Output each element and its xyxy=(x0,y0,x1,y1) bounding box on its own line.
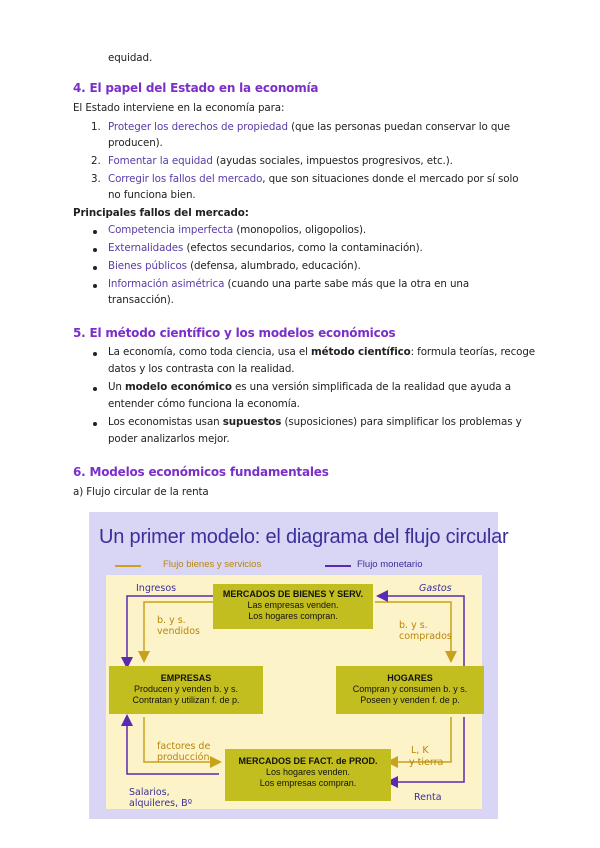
failure-2-link[interactable]: Externalidades xyxy=(108,242,184,254)
failure-1-link[interactable]: Competencia imperfecta xyxy=(108,224,234,236)
households-line2: Poseen y venden f. de p. xyxy=(360,695,460,705)
s5-b1-pre: La economía, como toda ciencia, usa el xyxy=(108,346,312,358)
failure-1-rest: (monopolios, oligopolios). xyxy=(233,224,367,236)
item3-link[interactable]: Corregir los fallos del mercado xyxy=(108,173,263,185)
item3-rest: , que son situaciones donde el mercado por sí solo xyxy=(262,173,519,185)
label-renta: Renta xyxy=(414,792,442,803)
s5-bullet-2 xyxy=(108,380,511,395)
legend-goods-label: Flujo bienes y servicios xyxy=(163,559,262,570)
label-lk-2: y tierra xyxy=(409,757,444,768)
label-salarios-1: Salarios, xyxy=(129,787,170,798)
goods-market-title: MERCADOS DE BIENES Y SERV. xyxy=(222,589,364,599)
s5-bullet-1-cont: datos y los contrasta con la realidad. xyxy=(108,363,295,375)
s5-bullet-2-cont: entender cómo funciona la economía. xyxy=(108,398,300,410)
s5-b2-bold: modelo económico xyxy=(125,381,232,393)
label-ingresos: Ingresos xyxy=(136,583,177,594)
factor-market-line1: Los hogares venden. xyxy=(265,767,351,777)
s5-b3-post: (suposiciones) para simplificar los problemas y xyxy=(281,416,522,428)
section4-heading: 4. El papel del Estado en la economía xyxy=(73,81,319,95)
households-line1: Compran y consumen b. y s. xyxy=(352,684,468,694)
label-bys-vendidos-1: b. y s. xyxy=(157,615,186,626)
factor-market-line2: Los empresas compran. xyxy=(259,778,357,788)
bullet xyxy=(93,284,97,288)
bullet xyxy=(93,248,97,252)
bullet xyxy=(93,230,97,234)
households-title: HOGARES xyxy=(387,673,433,683)
label-salarios-2: alquileres, Bº xyxy=(129,798,193,809)
s5-bullet-3-cont: poder analizarlos mejor. xyxy=(108,433,230,445)
failure-2 xyxy=(108,241,423,256)
failure-4 xyxy=(108,277,469,292)
s5-bullet-1 xyxy=(108,345,535,360)
section6-sub: a) Flujo circular de la renta xyxy=(73,486,209,498)
label-bys-comprados-1: b. y s. xyxy=(399,620,428,631)
item2-link[interactable]: Fomentar la equidad xyxy=(108,155,213,167)
s5-b3-pre: Los economistas usan xyxy=(108,416,223,428)
failure-4-cont: transacción). xyxy=(108,294,174,306)
item2-rest: (ayudas sociales, impuestos progresivos, etc.). xyxy=(212,155,453,167)
item1-link[interactable]: Proteger los derechos de propiedad xyxy=(108,121,288,133)
label-gastos: Gastos xyxy=(419,583,452,594)
s5-b1-post: : formula teorías, recoge xyxy=(410,346,536,358)
failure-1 xyxy=(108,223,366,238)
label-bys-comprados-2: comprados xyxy=(399,631,452,642)
firms-line1: Producen y venden b. y s. xyxy=(133,684,239,694)
item3-text xyxy=(108,172,518,187)
failure-2-rest: (efectos secundarios, como la contaminación). xyxy=(183,242,423,254)
box-households xyxy=(336,666,484,714)
failure-4-rest: (cuando una parte sabe más que la otra en una xyxy=(224,278,470,290)
diagram-title: Un primer modelo: el diagrama del flujo circular xyxy=(99,526,509,548)
section4-intro: El Estado interviene en la economía para: xyxy=(73,102,285,114)
failure-3-rest: (defensa, alumbrado, educación). xyxy=(186,260,361,272)
box-firms xyxy=(109,666,263,714)
item3-cont: no funciona bien. xyxy=(108,189,196,201)
label-lk-1: L, K xyxy=(411,745,429,756)
failure-4-link[interactable]: Información asimétrica xyxy=(108,278,225,290)
label-bys-vendidos-2: vendidos xyxy=(157,626,200,637)
failure-3 xyxy=(108,259,361,274)
bullet xyxy=(93,352,97,356)
goods-market-line2: Los hogares compran. xyxy=(248,611,338,621)
goods-market-line1: Las empresas venden. xyxy=(247,600,339,610)
item2-text xyxy=(108,154,453,169)
firms-title: EMPRESAS xyxy=(160,673,212,683)
s5-b2-post: es una versión simplificada de la realidad que ayuda a xyxy=(231,381,511,393)
item3-number: 3. xyxy=(91,173,101,185)
legend-money-label: Flujo monetario xyxy=(357,559,423,570)
factor-market-title: MERCADOS DE FACT. de PROD. xyxy=(238,756,378,766)
section6-heading: 6. Modelos económicos fundamentales xyxy=(73,465,329,479)
s5-b3-bold: supuestos xyxy=(222,416,282,428)
item1-cont: producen). xyxy=(108,137,163,149)
failure-3-link[interactable]: Bienes públicos xyxy=(108,260,187,272)
label-factores-2: producción xyxy=(157,752,210,763)
item1-text xyxy=(108,120,510,135)
circular-flow-diagram xyxy=(89,512,509,819)
item2-number: 2. xyxy=(91,155,101,167)
item1-number: 1. xyxy=(91,121,101,133)
s5-b2-pre: Un xyxy=(108,381,126,393)
section5-heading: 5. El método científico y los modelos económicos xyxy=(73,326,396,340)
box-factor-market xyxy=(225,749,391,801)
bullet xyxy=(93,387,97,391)
firms-line2: Contratan y utilizan f. de p. xyxy=(132,695,240,705)
box-goods-market xyxy=(213,584,373,629)
bullet xyxy=(93,422,97,426)
s5-bullet-3 xyxy=(108,415,522,430)
s5-b1-bold: método científico xyxy=(311,346,411,358)
failures-title: Principales fallos del mercado: xyxy=(73,207,249,219)
item1-rest: (que las personas puedan conservar lo que xyxy=(287,121,510,133)
label-factores-1: factores de xyxy=(157,741,211,752)
top-line: equidad. xyxy=(108,52,153,64)
bullet xyxy=(93,266,97,270)
